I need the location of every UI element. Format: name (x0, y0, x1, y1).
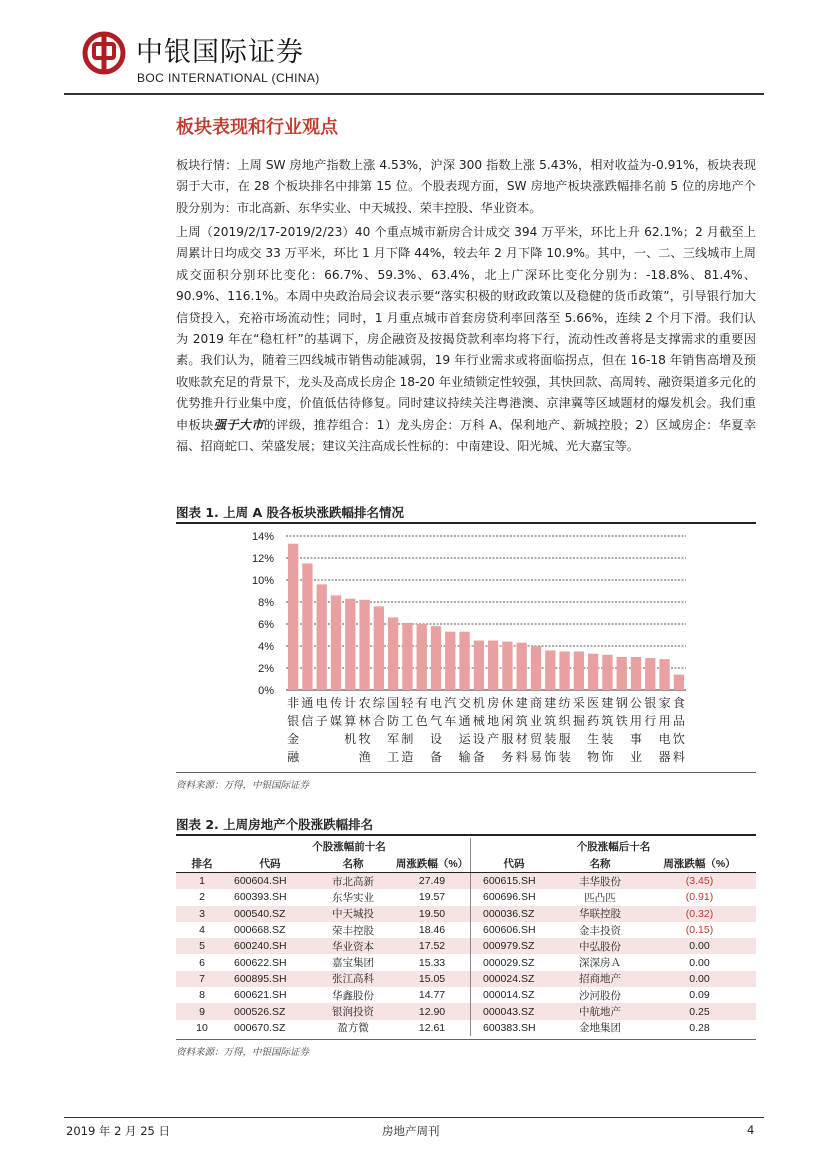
change-cell: 12.61 (418, 1021, 446, 1034)
x-tick-label: 装 (558, 750, 571, 764)
x-tick-label: 色 (415, 714, 428, 728)
y-tick-label: 12% (251, 553, 274, 565)
x-tick-label: 算 (344, 714, 357, 728)
x-tick-label: 材 (515, 732, 528, 746)
code-bottom-cell: 000036.SZ (471, 906, 558, 922)
bar (417, 624, 427, 690)
figure1-top-rule (176, 522, 756, 524)
change-cell: 15.33 (418, 956, 446, 969)
change-bottom-cell: (0.91) (685, 891, 714, 904)
x-tick-label: 生 (587, 732, 600, 746)
x-tick-label: 备 (429, 750, 443, 764)
rank-cell: 9 (176, 1003, 228, 1019)
bar (402, 623, 412, 690)
x-tick-label: 轻 (401, 696, 414, 710)
code-cell: 600240.SH (228, 938, 312, 954)
bar (288, 544, 298, 690)
page-number: 4 (747, 1123, 755, 1137)
x-tick-label: 工 (401, 714, 414, 728)
change-bottom-cell: 0.00 (643, 971, 756, 987)
code-cell: 000670.SZ (234, 1021, 286, 1034)
x-tick-label: 公 (629, 696, 643, 710)
x-tick-label: 地 (487, 714, 500, 728)
x-tick-label: 电 (429, 696, 443, 710)
table-row (176, 873, 756, 890)
x-tick-label: 筑 (515, 714, 528, 728)
x-tick-label: 建 (515, 696, 528, 710)
x-tick-label: 事 (629, 732, 643, 746)
code-bottom-cell: 600606.SH (471, 922, 558, 938)
x-tick-label: 房 (487, 696, 500, 710)
code-bottom-cell: 600615.SH (471, 873, 558, 890)
name-bottom-cell: 金丰投资 (579, 924, 621, 937)
bar (388, 617, 398, 690)
name-bottom-cell: 沙河股份 (579, 989, 621, 1002)
change-bottom-cell: 0.25 (643, 1003, 756, 1019)
x-tick-label: 务 (501, 750, 514, 764)
rank-cell: 3 (176, 906, 228, 922)
header-name-bottom: 名称 (557, 855, 643, 873)
code-bottom-cell: 000029.SZ (471, 954, 558, 970)
footer-divider (64, 1117, 764, 1118)
figure1-title: 图表 1. 上周 A 股各板块涨跌幅排名情况 (176, 505, 405, 520)
bar (474, 641, 484, 691)
x-tick-label: 交 (458, 696, 471, 710)
figure2-bottom-rule (176, 1039, 756, 1040)
name-cell: 市北高新 (312, 873, 394, 890)
bar (374, 606, 384, 690)
name-bottom-cell: 金地集团 (579, 1022, 621, 1035)
x-tick-label: 用 (629, 714, 643, 728)
figure1-bottom-rule (176, 772, 756, 773)
x-tick-label: 备 (472, 750, 485, 764)
rank-cell: 4 (199, 924, 205, 937)
paragraph-text: 上周（2019/2/17-2019/2/23）40 个重点城市新房合计成交 394 万平米，环比上升 62.1%；2 月截至上周累计日均成交 33 万平米，环比 1 月下降 44%，较去年 2 月下降 10.9%。其中，一、二、三线城市上周成交面积分别环比变化：66.7%、59.3%、63.4%，北上广深环比变化分别为：-18.8%、81.4%、90.9%、116.1%。本周中央政治局会议表示要“落实积极的财政政策以及稳健的货币政策”，引导银行加大信贷投入，充裕市场流动性；同时，1 月重点城市首套房贷利率回落至 5.66%，连续 2 个月下滑。我们认为 2019 年在“稳杠杆”的基调下，房企融资及按揭贷款利率均将下行，流动性改善将是支撑需求的重要因素。我们认为，随着三四线城市销售动能减弱，19 年行业需求或将面临拐点，但在 16-18 年销售高增及预收账款充足的背景下，龙头及高成长房企 18-20 年业绩锁定性较强，其快回款、高周转、融资渠道多元化的优势推升行业集中度，价值低估待修复。同时建议持续关注粤港澳、京津冀等区域题材的爆发机会。我们重申板块 (176, 225, 756, 432)
x-tick-label: 综 (372, 696, 385, 710)
code-cell: 600604.SH (228, 873, 312, 890)
x-tick-label: 防 (387, 714, 400, 728)
x-tick-label: 电 (315, 696, 328, 710)
x-tick-label: 融 (287, 750, 300, 764)
rank-cell: 2 (199, 891, 205, 904)
x-tick-label: 非 (287, 696, 300, 710)
bar (459, 632, 469, 690)
x-tick-label: 造 (401, 750, 414, 764)
code-bottom-cell: 000043.SZ (471, 1003, 558, 1019)
x-tick-label: 医 (587, 696, 600, 710)
change-cell: 27.49 (394, 873, 471, 890)
table-row (176, 938, 756, 954)
x-tick-label: 子 (315, 714, 328, 728)
header-change-bottom: 周涨跌幅（%） (643, 855, 756, 873)
x-tick-label: 品 (672, 714, 685, 728)
figure1-source: 资料来源：万得，中银国际证券 (176, 780, 310, 791)
bar (617, 657, 627, 690)
name-bottom-cell: 匹凸匹 (584, 891, 616, 904)
bar (531, 646, 541, 690)
name-cell: 盈方微 (337, 1022, 369, 1035)
bar (331, 595, 341, 690)
x-tick-label: 计 (344, 696, 357, 710)
x-tick-label: 运 (458, 732, 471, 746)
paragraph-text: 的评级，推荐组合：1）龙头房企：万科 A、保利地产、新城控股；2）区域房企：华夏幸福、招商蛇口、荣盛发展；建议关注高成长性标的：中南建设、阳光城、光大嘉宝等。 (176, 417, 757, 454)
x-tick-label: 装 (601, 732, 614, 746)
group-bottom-ten: 个股涨幅后十名 (471, 838, 757, 855)
x-tick-label: 媒 (329, 714, 343, 728)
x-tick-label: 电 (658, 732, 671, 746)
bar (345, 599, 355, 690)
name-cell: 银润投资 (312, 1003, 394, 1019)
table-row (176, 922, 756, 938)
change-cell: 18.46 (418, 924, 446, 937)
name-bottom-cell: 深深房Ａ (579, 957, 621, 970)
bar (659, 659, 669, 690)
section-title: 板块表现和行业观点 (176, 117, 338, 138)
bar (674, 675, 684, 690)
bar (517, 643, 527, 690)
table-row (176, 1003, 756, 1019)
figure2-title: 图表 2. 上周房地产个股涨跌幅排名 (176, 817, 374, 832)
x-tick-label: 牧 (358, 732, 371, 746)
x-tick-label: 药 (587, 714, 600, 728)
change-bottom-cell: (0.15) (685, 924, 714, 937)
x-tick-label: 合 (372, 714, 385, 728)
table-group-row (176, 838, 756, 855)
code-cell: 000540.SZ (228, 906, 312, 922)
x-tick-label: 农 (358, 696, 371, 710)
x-tick-label: 物 (587, 750, 600, 764)
x-tick-label: 林 (358, 714, 371, 728)
bar (645, 658, 655, 690)
name-cell: 华业资本 (312, 938, 394, 954)
rank-cell: 8 (199, 989, 205, 1002)
x-tick-label: 织 (558, 714, 571, 728)
code-cell: 600621.SH (234, 989, 287, 1002)
x-tick-label: 食 (672, 696, 685, 710)
figure2-top-rule (176, 834, 756, 836)
change-cell: 15.05 (394, 971, 471, 987)
name-bottom-cell: 丰华股份 (557, 873, 643, 890)
x-tick-label: 械 (472, 714, 485, 728)
y-tick-label: 4% (258, 641, 274, 653)
code-cell: 000668.SZ (234, 924, 286, 937)
x-tick-label: 工 (387, 750, 400, 764)
code-bottom-cell: 000014.SZ (471, 987, 558, 1003)
x-tick-label: 服 (558, 732, 571, 746)
rank-cell: 10 (196, 1021, 208, 1034)
name-cell: 嘉宝集团 (332, 957, 374, 970)
name-cell: 中天城投 (312, 906, 394, 922)
bar (359, 600, 369, 690)
rating-emphasis: 强于大市 (213, 417, 264, 432)
x-tick-label: 军 (387, 732, 400, 746)
change-bottom-cell: 0.00 (643, 938, 756, 954)
y-tick-label: 10% (251, 575, 274, 587)
group-top-ten: 个股涨幅前十名 (312, 841, 386, 853)
paragraph-industry-view (176, 222, 756, 457)
table-header-row (176, 855, 756, 873)
name-bottom-cell: 招商地产 (557, 971, 643, 987)
change-bottom-cell: 0.09 (689, 989, 710, 1002)
header-name: 名称 (312, 855, 394, 873)
code-cell: 600622.SH (234, 956, 287, 969)
x-tick-label: 贸 (529, 732, 543, 746)
x-tick-label: 闲 (501, 714, 514, 728)
x-tick-label: 传 (329, 696, 343, 710)
x-tick-label: 银 (287, 714, 300, 728)
footer-date: 2019 年 2 月 25 日 (66, 1124, 170, 1138)
bar (602, 655, 612, 690)
x-tick-label: 纺 (558, 696, 571, 710)
stock-ranking-table (176, 838, 756, 1036)
x-tick-label: 渔 (358, 750, 371, 764)
bar (302, 564, 312, 691)
change-cell: 14.77 (418, 989, 446, 1002)
x-tick-label: 金 (287, 732, 300, 746)
footer-title: 房地产周刊 (382, 1124, 440, 1138)
bar (545, 650, 555, 690)
x-tick-label: 车 (444, 714, 457, 728)
x-tick-label: 建 (544, 696, 557, 710)
header-rank: 排名 (176, 855, 228, 873)
bar (317, 584, 327, 690)
y-tick-label: 2% (258, 663, 274, 675)
name-cell: 张江高科 (312, 971, 394, 987)
x-tick-label: 机 (472, 696, 485, 710)
x-tick-label: 饰 (544, 750, 557, 764)
name-cell: 东华实业 (332, 891, 374, 904)
change-bottom-cell: 0.28 (689, 1021, 710, 1034)
x-tick-label: 易 (529, 750, 543, 764)
x-tick-label: 家 (658, 696, 671, 710)
code-cell: 600393.SH (234, 891, 287, 904)
table-row (176, 906, 756, 922)
change-bottom-cell: 0.00 (689, 956, 710, 969)
rank-cell: 6 (199, 956, 205, 969)
x-tick-label: 国 (387, 696, 400, 710)
y-tick-label: 0% (258, 685, 274, 697)
bar (488, 641, 498, 691)
table-row (176, 954, 756, 970)
x-tick-label: 饰 (601, 750, 614, 764)
x-tick-label: 掘 (572, 714, 585, 728)
bar (574, 652, 584, 691)
y-tick-label: 8% (258, 597, 274, 609)
table-row (176, 971, 756, 987)
x-tick-label: 钢 (615, 696, 628, 710)
x-tick-label: 业 (629, 750, 643, 764)
rank-cell: 1 (176, 873, 228, 890)
sector-bar-chart (176, 526, 756, 770)
boc-logo-icon (82, 31, 126, 75)
x-tick-label: 产 (487, 732, 500, 746)
bar (559, 652, 569, 691)
code-cell: 600895.SH (228, 971, 312, 987)
table-row (176, 987, 756, 1003)
paragraph-sector-performance: 板块行情：上周 SW 房地产指数上涨 4.53%，沪深 300 指数上涨 5.43%，相对收益为-0.91%，板块表现弱于大市，在 28 个板块排名中排第 15 位。个股表现方面，SW 房地产板块涨跌幅排名前 5 位的房地产个股分别为：市北高新、东华实业、中天城投、荣丰控股、华业资本。 (176, 158, 756, 215)
x-tick-label: 装 (544, 732, 557, 746)
x-tick-label: 银 (644, 696, 657, 710)
x-tick-label: 料 (672, 750, 685, 764)
x-tick-label: 机 (344, 732, 357, 746)
x-tick-label: 建 (601, 696, 614, 710)
x-tick-label: 采 (572, 696, 585, 710)
table-row (176, 889, 756, 905)
name-cell: 荣丰控股 (332, 924, 374, 937)
change-cell: 17.52 (394, 938, 471, 954)
x-tick-label: 用 (658, 714, 671, 728)
change-cell: 19.50 (394, 906, 471, 922)
y-tick-label: 6% (258, 619, 274, 631)
x-tick-label: 设 (472, 732, 485, 746)
x-tick-label: 制 (401, 732, 414, 746)
x-tick-label: 服 (501, 732, 514, 746)
code-bottom-cell: 000024.SZ (471, 971, 558, 987)
x-tick-label: 饮 (672, 732, 685, 746)
brand-name-cn: 中银国际证券 (136, 37, 304, 68)
x-tick-label: 业 (529, 714, 543, 728)
x-tick-label: 行 (644, 714, 657, 728)
name-bottom-cell: 中航地产 (557, 1003, 643, 1019)
x-tick-label: 气 (429, 714, 443, 728)
header-code: 代码 (228, 855, 312, 873)
name-bottom-cell: 中弘股份 (557, 938, 643, 954)
x-tick-label: 料 (515, 750, 528, 764)
x-tick-label: 铁 (615, 714, 628, 728)
change-bottom-cell: (0.32) (643, 906, 756, 922)
x-tick-label: 器 (658, 750, 671, 764)
x-tick-label: 信 (301, 714, 314, 728)
x-tick-label: 商 (529, 696, 543, 710)
bar (431, 626, 441, 690)
bar (445, 632, 455, 690)
header-code-bottom: 代码 (471, 855, 558, 873)
x-tick-label: 汽 (444, 696, 457, 710)
x-tick-label: 筑 (544, 714, 557, 728)
code-bottom-cell: 600696.SH (471, 889, 558, 905)
x-tick-label: 输 (458, 750, 471, 764)
table-row (176, 1020, 756, 1036)
name-cell: 华鑫股份 (332, 989, 374, 1002)
name-bottom-cell: 华联控股 (557, 906, 643, 922)
x-tick-label: 筑 (601, 714, 614, 728)
bar (502, 642, 512, 690)
y-tick-label: 14% (251, 531, 274, 543)
bar (631, 657, 641, 690)
x-tick-label: 休 (501, 696, 514, 710)
rank-cell: 5 (176, 938, 228, 954)
code-bottom-cell: 600383.SH (471, 1020, 558, 1036)
header-change: 周涨跌幅（%） (394, 855, 471, 873)
change-cell: 19.57 (418, 891, 446, 904)
x-tick-label: 有 (415, 696, 428, 710)
x-tick-label: 通 (301, 696, 314, 710)
rank-cell: 7 (176, 971, 228, 987)
x-tick-label: 设 (429, 732, 443, 746)
code-bottom-cell: 000979.SZ (471, 938, 558, 954)
bar (588, 654, 598, 690)
brand-name-en: BOC INTERNATIONAL (CHINA) (137, 71, 320, 85)
x-tick-label: 通 (458, 714, 471, 728)
header-divider (64, 93, 764, 95)
change-cell: 12.90 (394, 1003, 471, 1019)
code-cell: 000526.SZ (228, 1003, 312, 1019)
figure2-source: 资料来源：万得，中银国际证券 (176, 1047, 310, 1058)
change-bottom-cell: (3.45) (643, 873, 756, 890)
